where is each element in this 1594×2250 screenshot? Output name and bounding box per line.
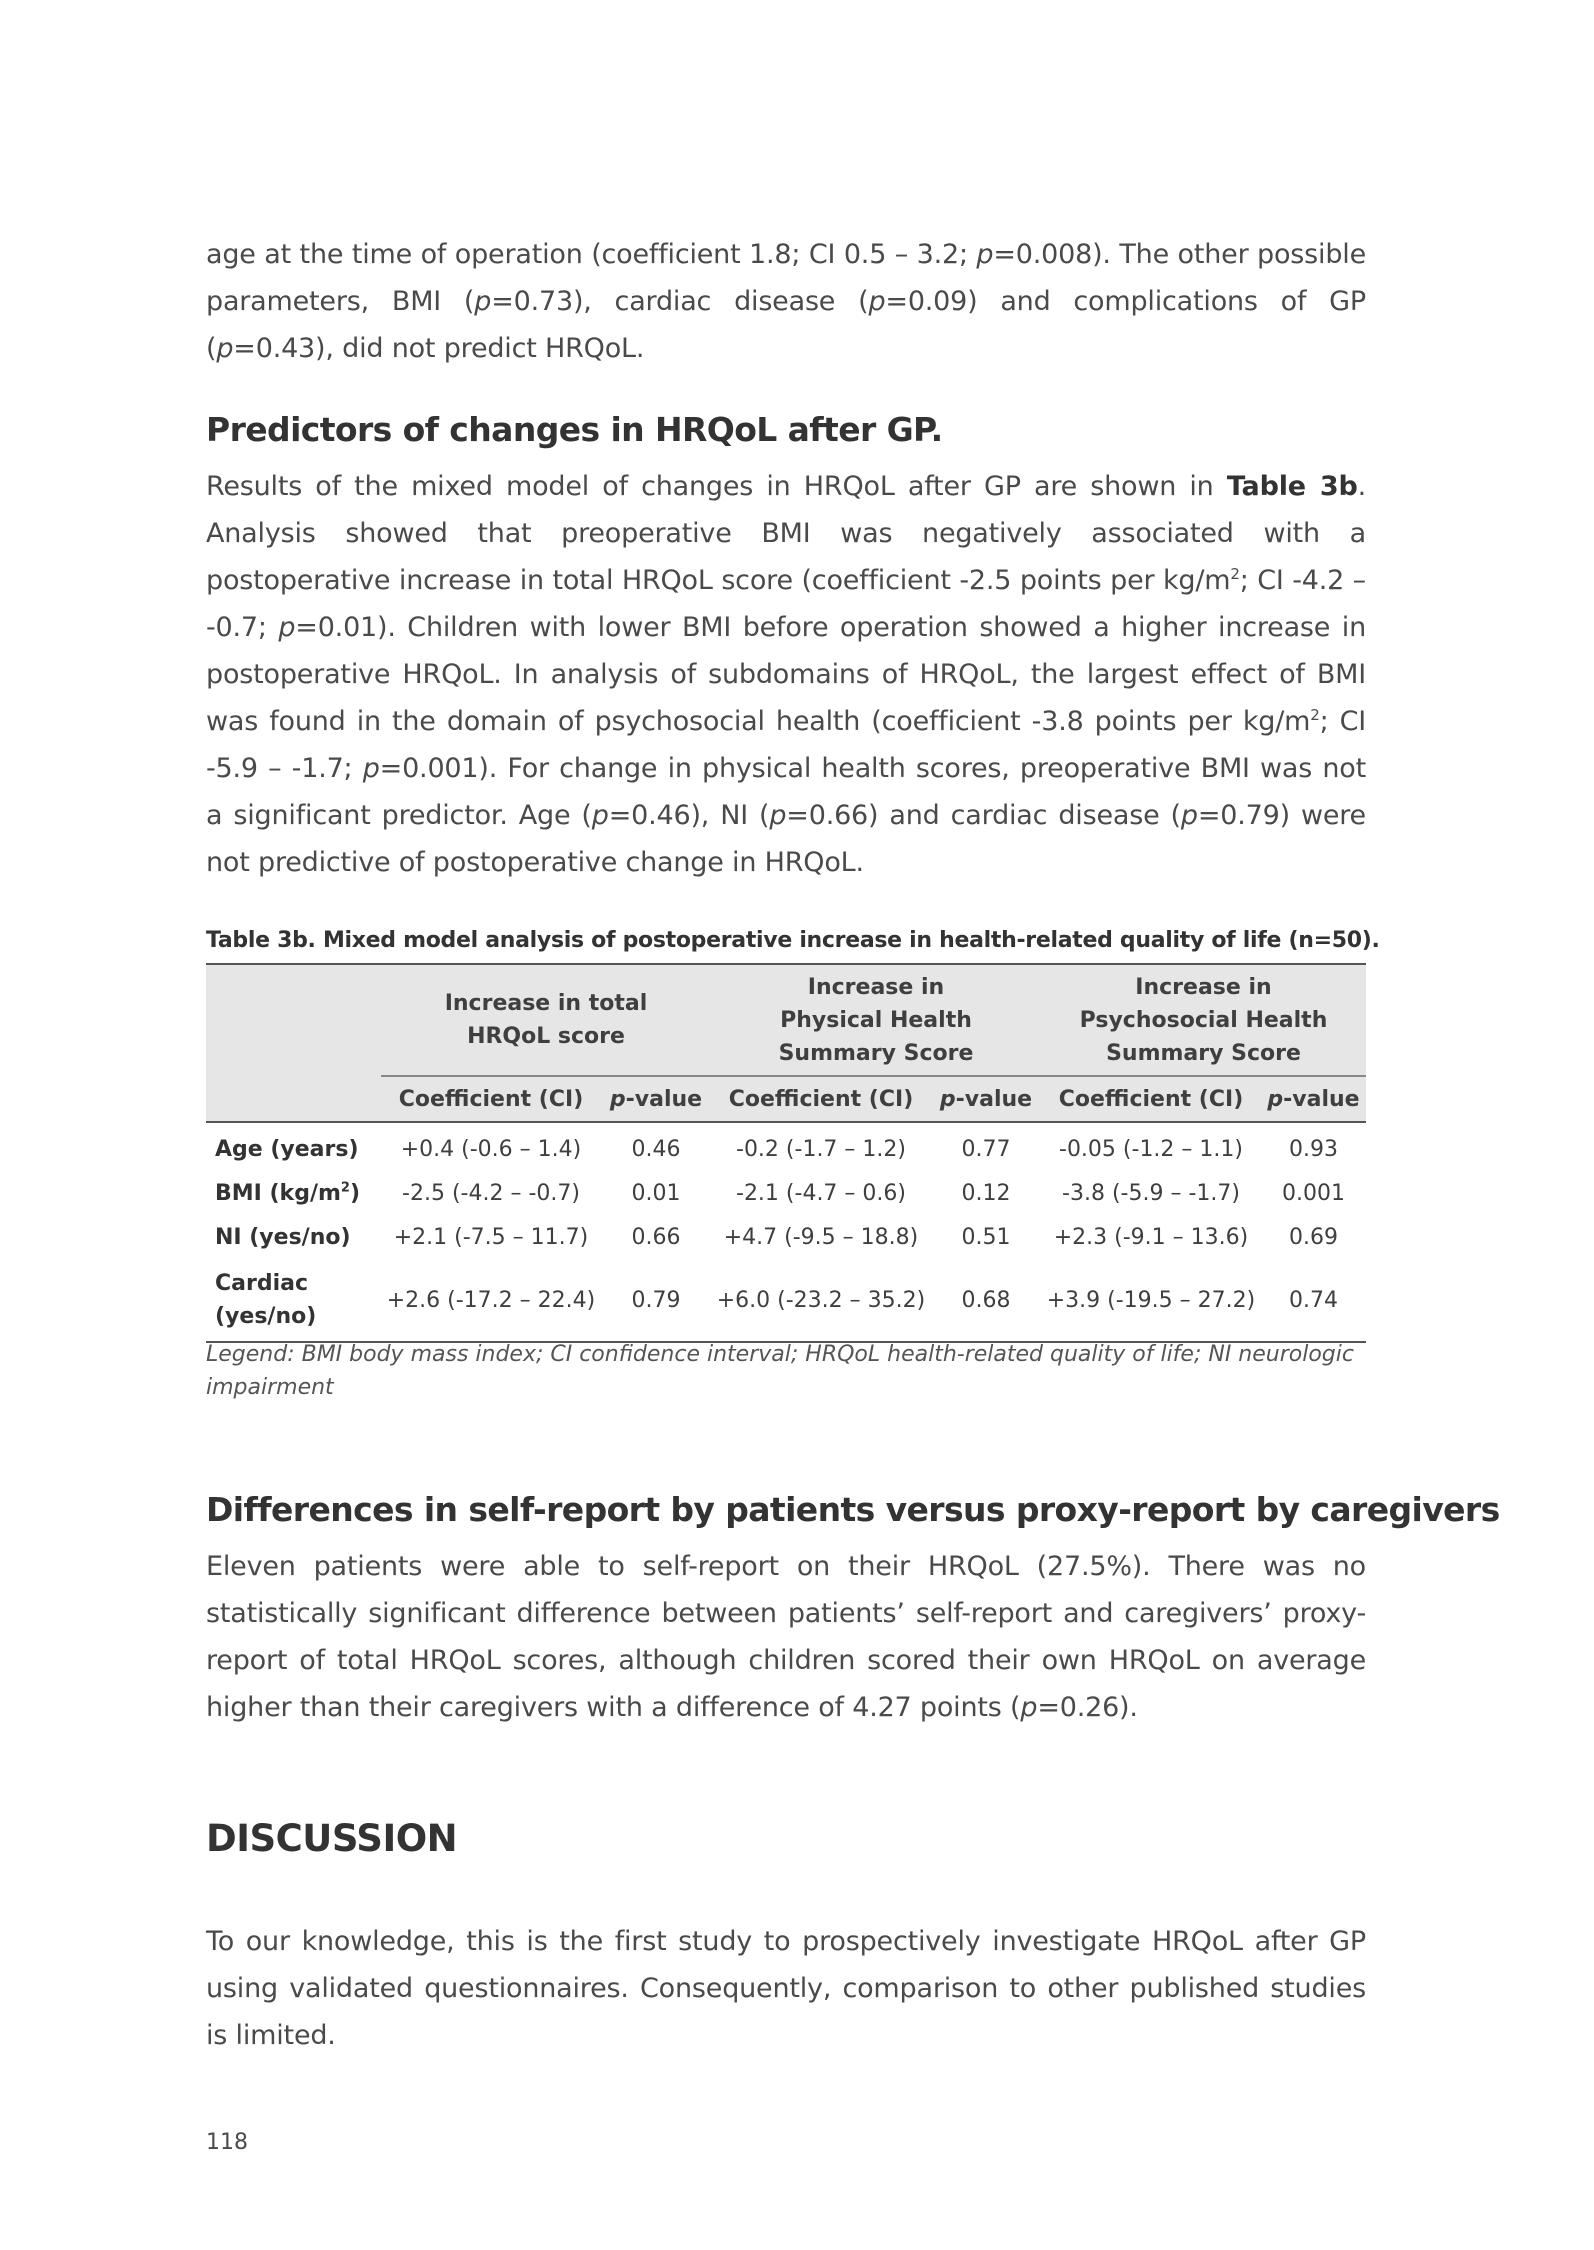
col-p-physical: p-value <box>931 1076 1041 1122</box>
intro-paragraph: age at the time of operation (coefficient 1.8; CI 0.5 – 3.2; p=0.008). The other possible parameters, BMI (p=0.73), cardiac disease (p=0.09) and complications of GP (p=0.43), did not predict HRQoL. <box>206 239 1366 364</box>
cell: 0.12 <box>961 1180 1011 1206</box>
cell: 0.74 <box>1261 1259 1366 1342</box>
cell: 0.77 <box>961 1136 1011 1162</box>
table-caption: Table 3b. Mixed model analysis of postoperative increase in health-related quality of life (n=50). <box>206 928 1380 953</box>
cell: 0.68 <box>931 1259 1041 1342</box>
cell: 0.51 <box>961 1224 1011 1250</box>
cell: 0.001 <box>1282 1180 1345 1206</box>
table-row <box>206 1122 1366 1171</box>
discussion-paragraph: To our knowledge, this is the first study to prospectively investigate HRQoL after GP using validated questionnaires. Consequently, comparison to other published studies is limited. <box>206 1926 1366 2051</box>
table-legend: Legend: BMI body mass index; CI confidence interval; HRQoL health-related quality of life; NI neurologic impairment <box>206 1342 1354 1400</box>
cell: -3.8 (-5.9 – -1.7) <box>1062 1180 1240 1206</box>
col-coef-total: Coefficient (CI) <box>381 1076 601 1122</box>
row-label: NI (yes/no) <box>215 1224 351 1250</box>
cell: +4.7 (-9.5 – 18.8) <box>723 1224 919 1250</box>
cell: -0.05 (-1.2 – 1.1) <box>1059 1136 1243 1162</box>
self-report-paragraph: Eleven patients were able to self-report on their HRQoL (27.5%). There was no statistically significant difference between patients’ self-report and caregivers’ proxy-report of total HRQoL scores, although children scored their own HRQoL on average higher than their caregivers with a difference of 4.27 points (p=0.26). <box>206 1551 1366 1723</box>
predictors-paragraph: Results of the mixed model of changes in HRQoL after GP are shown in Table 3b. Analysis showed that preoperative BMI was negatively associated with a postoperative increase in total HRQoL score (coefficient -2.5 points per $kg/m^2$; CI -4.2 – -0.7; p=0.01). Children with lower BMI before operation showed a higher increase in postoperative HRQoL. In analysis of subdomains of HRQoL, the largest effect of BMI was found in the domain of psychosocial health (coefficient -3.8 points per $kg/m^2$; CI -5.9 – -1.7; p=0.001). For change in physical health scores, preoperative BMI was not a significant predictor. Age (p=0.46), NI (p=0.66) and cardiac disease (p=0.79) were not predictive of postoperative change in HRQoL. <box>206 471 1367 878</box>
cell: +2.1 (-7.5 – 11.7) <box>393 1224 589 1250</box>
row-label: BMI $(kg/m^2)$ <box>215 1180 361 1206</box>
page-number: 118 <box>206 2130 248 2155</box>
table-row <box>206 1171 1366 1215</box>
section-heading-predictors: Predictors of changes in HRQoL after GP. <box>206 410 943 449</box>
cell: -2.5 (-4.2 – -0.7) <box>402 1180 580 1206</box>
row-label: Cardiac (yes/no) <box>206 1259 381 1342</box>
cell: +2.6 (-17.2 – 22.4) <box>381 1259 601 1342</box>
section-heading-self-report: Differences in self-report by patients versus proxy-report by caregivers <box>206 1490 1500 1529</box>
group-header-psychosocial: Increase in Psychosocial Health Summary Score <box>1041 964 1366 1076</box>
col-p-psychosocial: p-value <box>1261 1076 1366 1122</box>
cell: -2.1 (-4.7 – 0.6) <box>736 1180 906 1206</box>
cell: 0.66 <box>631 1224 681 1250</box>
cell: 0.79 <box>601 1259 711 1342</box>
header-empty-2 <box>206 1076 381 1122</box>
col-coef-physical: Coefficient (CI) <box>711 1076 931 1122</box>
cell: +2.3 (-9.1 – 13.6) <box>1053 1224 1249 1250</box>
group-header-total: Increase in total HRQoL score <box>381 964 711 1076</box>
row-label: Age (years) <box>215 1136 359 1162</box>
cell: -0.2 (-1.7 – 1.2) <box>736 1136 906 1162</box>
discussion-heading: DISCUSSION <box>206 1817 458 1860</box>
cell: +3.9 (-19.5 – 27.2) <box>1041 1259 1261 1342</box>
table-row <box>206 1215 1366 1259</box>
cell: 0.46 <box>631 1136 681 1162</box>
header-empty <box>206 964 381 1076</box>
group-header-physical: Increase in Physical Health Summary Score <box>711 964 1041 1076</box>
cell: +0.4 (-0.6 – 1.4) <box>400 1136 582 1162</box>
cell: +6.0 (-23.2 – 35.2) <box>711 1259 931 1342</box>
col-coef-psychosocial: Coefficient (CI) <box>1041 1076 1261 1122</box>
cell: 0.01 <box>631 1180 681 1206</box>
col-p-total: p-value <box>601 1076 711 1122</box>
results-table <box>206 963 1366 1343</box>
cell: 0.69 <box>1289 1224 1338 1250</box>
cell: 0.93 <box>1289 1136 1338 1162</box>
table-row <box>206 1259 1366 1342</box>
